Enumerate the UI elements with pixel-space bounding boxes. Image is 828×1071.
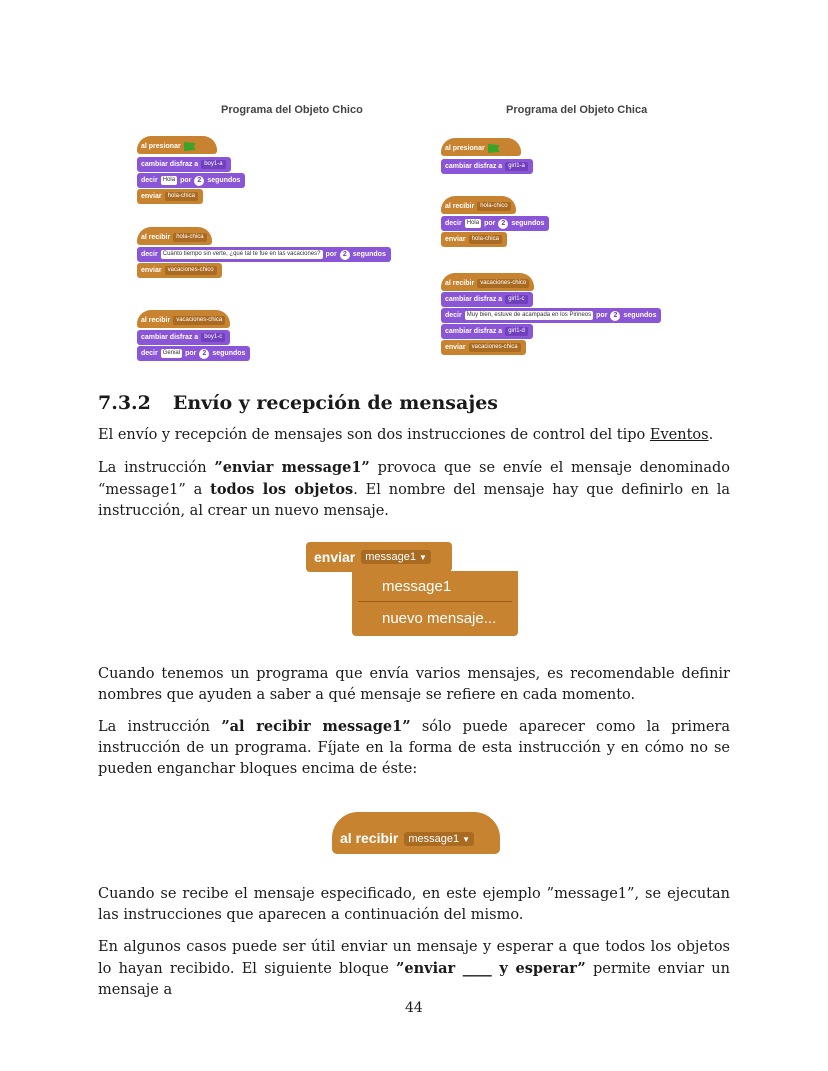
block-label: segundos xyxy=(511,220,545,227)
block-say-for-secs xyxy=(137,173,245,188)
menu-item[interactable]: nuevo mensaje... xyxy=(382,609,497,627)
block-label: enviar xyxy=(445,236,466,243)
block-label: segundos xyxy=(207,177,241,184)
dropdown-value: message1 xyxy=(365,551,417,563)
section-heading xyxy=(98,392,498,414)
paragraph xyxy=(98,716,730,780)
dropdown-arrow-icon: ▼ xyxy=(419,552,427,562)
message-dropdown: vacaciones-chico xyxy=(477,279,529,288)
block-label: al presionar xyxy=(141,143,181,150)
block-label: decir xyxy=(445,312,462,319)
paragraph-text: provoca que se envíe el mensaje denominado “message1” a xyxy=(98,460,730,498)
block-label: al presionar xyxy=(445,145,485,152)
block-label: cambiar disfraz a xyxy=(141,161,199,168)
message-dropdown xyxy=(361,550,431,564)
say-text-slot: Genial xyxy=(162,350,181,356)
dropdown-menu xyxy=(352,571,518,636)
block-label: decir xyxy=(141,350,158,357)
block-label: decir xyxy=(141,251,158,258)
say-text-slot: Hola xyxy=(162,177,176,183)
paragraph-text: La instrucción xyxy=(98,460,215,476)
block-label: enviar xyxy=(141,267,162,274)
block-label: por xyxy=(325,251,337,258)
block-label: decir xyxy=(141,177,158,184)
green-flag-icon xyxy=(488,144,500,153)
dropdown-arrow-icon: ▼ xyxy=(462,834,471,844)
block-broadcast xyxy=(137,263,222,278)
paragraph-text: Cuando se recibe el mensaje especificado, en este ejemplo ”message1”, se ejecutan las instrucciones que aparecen a continuación del mismo. xyxy=(98,886,730,923)
block-label: por xyxy=(596,312,608,319)
block-label: cambiar disfraz a xyxy=(141,334,199,341)
eventos-link[interactable]: Eventos xyxy=(649,427,709,443)
message-dropdown: vacaciones-chica xyxy=(173,316,225,325)
paragraph-text: En algunos casos puede ser útil enviar un mensaje y esperar a que todos los objetos lo hayan recibido. El siguiente bloque xyxy=(98,939,730,977)
block-when-receive xyxy=(441,196,516,214)
block-label: al recibir xyxy=(340,830,399,846)
block-when-receive-large xyxy=(332,812,500,854)
bold-text: ”enviar ____ y esperar” xyxy=(396,960,586,977)
block-broadcast xyxy=(441,340,526,355)
costume-dropdown: girl1-d xyxy=(505,327,528,336)
paragraph xyxy=(98,425,730,446)
block-when-receive xyxy=(137,310,230,328)
block-label: enviar xyxy=(445,344,466,351)
block-broadcast xyxy=(306,542,452,572)
block-when-flag-clicked xyxy=(441,138,521,156)
section-title: Envío y recepción de mensajes xyxy=(172,392,498,414)
bold-text: ”enviar message1” xyxy=(214,459,370,476)
block-label: segundos xyxy=(623,312,657,319)
block-switch-costume xyxy=(441,292,533,307)
block-when-receive xyxy=(441,273,534,291)
block-label: cambiar disfraz a xyxy=(445,296,503,303)
block-label: al recibir xyxy=(445,203,475,210)
message-dropdown: hola-chico xyxy=(477,202,510,211)
paragraph-text: Cuando tenemos un programa que envía varios mensajes, es recomendable definir nombres que ayuden a saber a qué mensaje se refiere en cada momento. xyxy=(98,666,730,703)
message-dropdown xyxy=(404,832,474,846)
paragraph-text: El envío y recepción de mensajes son dos instrucciones de control del tipo xyxy=(98,427,650,443)
block-switch-costume xyxy=(441,159,533,174)
message-dropdown: hola-chica xyxy=(165,192,198,201)
message-dropdown: hola-chica xyxy=(173,233,206,242)
paragraph-text: permite enviar un mensaje a xyxy=(98,961,730,998)
block-label: por xyxy=(185,350,197,357)
secs-slot: 2 xyxy=(199,349,209,359)
caption-chico: Programa del Objeto Chico xyxy=(221,104,363,116)
block-switch-costume xyxy=(137,330,230,345)
menu-item[interactable]: message1 xyxy=(382,577,452,595)
block-label: al recibir xyxy=(141,234,171,241)
paragraph xyxy=(98,884,730,926)
message-dropdown: vacaciones-chica xyxy=(469,343,521,352)
message-dropdown: hola-chica xyxy=(469,235,502,244)
paragraph-text: La instrucción xyxy=(98,719,222,735)
block-label: al recibir xyxy=(141,317,171,324)
block-label: al recibir xyxy=(445,280,475,287)
green-flag-icon xyxy=(184,142,196,151)
secs-slot: 2 xyxy=(194,176,204,186)
paragraph-text: sólo puede aparecer como la primera instrucción de un programa. Fíjate en la forma de esta instrucción y en cómo no se pueden enganchar bloques encima de éste: xyxy=(98,719,730,777)
paragraph-text: . El nombre del mensaje hay que definirlo en la instrucción, al crear un nuevo mensaje. xyxy=(98,482,730,519)
caption-chica: Programa del Objeto Chica xyxy=(506,104,648,116)
block-say-for-secs xyxy=(137,247,391,262)
say-text-slot: Cuánto tiempo sin verte, ¿qué tal te fue en las vacaciones? xyxy=(162,251,321,257)
section-number: 7.3.2 xyxy=(98,392,151,414)
block-when-receive xyxy=(137,227,212,245)
block-label: por xyxy=(484,220,496,227)
secs-slot: 2 xyxy=(610,311,620,321)
block-say-for-secs xyxy=(441,308,661,323)
block-broadcast xyxy=(137,189,203,204)
costume-dropdown: boy1-a xyxy=(201,160,225,169)
page-number: 44 xyxy=(405,1000,423,1016)
block-label: decir xyxy=(445,220,462,227)
block-switch-costume xyxy=(137,157,231,172)
block-switch-costume xyxy=(441,324,533,339)
message-dropdown: vacaciones-chico xyxy=(165,266,217,275)
secs-slot: 2 xyxy=(340,250,350,260)
block-label: cambiar disfraz a xyxy=(445,328,503,335)
block-say-for-secs xyxy=(137,346,250,361)
block-label: segundos xyxy=(212,350,246,357)
costume-dropdown: girl1-a xyxy=(505,162,528,171)
bold-text: todos los objetos xyxy=(210,481,354,498)
block-label: por xyxy=(180,177,192,184)
block-say-for-secs xyxy=(441,216,549,231)
say-text-slot: Muy bien, estuve de acampada en los Pirineos xyxy=(466,312,592,318)
dropdown-value: message1 xyxy=(408,833,460,845)
paragraph xyxy=(98,937,730,1001)
secs-slot: 2 xyxy=(498,219,508,229)
bold-text: ”al recibir message1” xyxy=(221,718,411,735)
paragraph xyxy=(98,457,730,522)
block-broadcast xyxy=(441,232,507,247)
block-label: segundos xyxy=(352,251,386,258)
costume-dropdown: boy1-c xyxy=(201,333,225,342)
block-when-flag-clicked xyxy=(137,136,217,154)
paragraph xyxy=(98,664,730,706)
paragraph-text: . xyxy=(708,427,714,443)
block-label: enviar xyxy=(314,549,356,565)
say-text-slot: Hola xyxy=(466,220,480,226)
block-label: cambiar disfraz a xyxy=(445,163,503,170)
costume-dropdown: girl1-c xyxy=(505,295,527,304)
block-label: enviar xyxy=(141,193,162,200)
